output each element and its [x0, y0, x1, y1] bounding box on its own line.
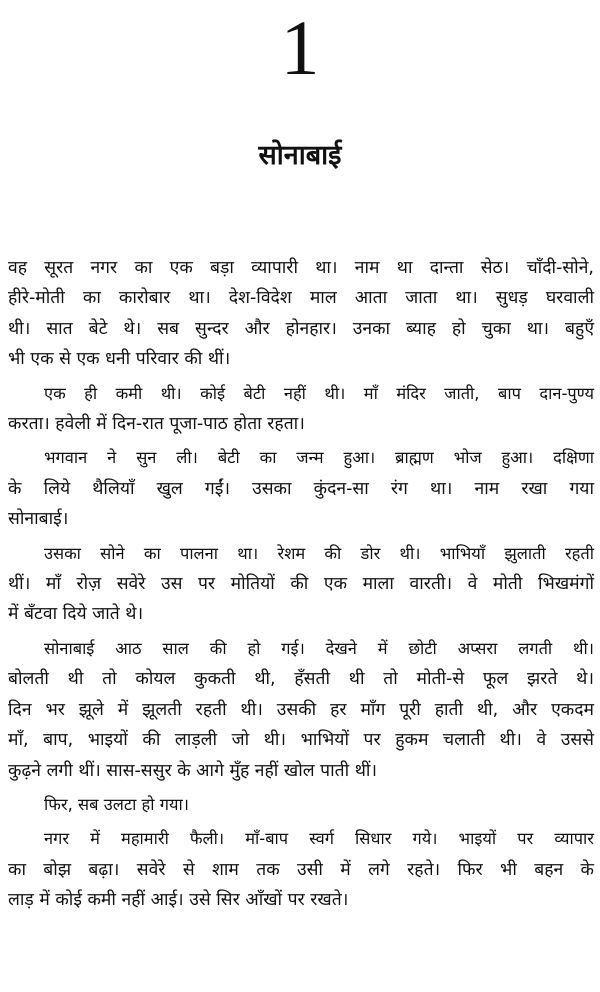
text-line: बोलती थी तो कोयल कुकती थी, हँसती थी तो मोती-से फूल झरते थे।	[8, 669, 594, 690]
text-line: हीरे-मोती का कारोबार था। देश-विदेश माल आता जाता था। सुधड़ घरवाली	[8, 288, 594, 309]
text-line: थी। सात बेटे थे। सब सुन्दर और होनहार। उनका ब्याह हो चुका था। बहुएँ	[8, 318, 594, 339]
text-line: में बँटवा दिये जाते थे।	[8, 604, 144, 625]
text-line: एक ही कमी थी। कोई बेटी नहीं थी। माँ मंदिर जाती, बाप दान-पुण्य	[44, 383, 594, 403]
text-line: दिन भर झूले में झूलती रहती थी। उसकी हर माँग पूरी हाती थी, और एकदम	[8, 699, 594, 720]
text-line: वह सूरत नगर का एक बड़ा व्यापारी था। नाम था दान्ता सेठ। चाँदी-सोने,	[8, 258, 594, 278]
paragraph	[8, 253, 594, 375]
text-line: उसका सोने का पालना था। रेशम की डोर थी। भाभियाँ झुलाती रहती	[44, 543, 594, 563]
text-line: थीं। माँ रोज़ सवेरे उस पर मोतियों की एक माला वारती। वे मोती भिखमंगों	[8, 574, 594, 595]
paragraph	[8, 379, 594, 440]
text-line: माँ, बाप, भाइयों की लाड़ली जो थी। भाभियों पर हुकम चलाती थी। वे उससे	[8, 730, 594, 751]
text-line: का बोझ बढ़ा। सवेरे से शाम तक उसी में लगे रहते। फिर भी बहन के	[8, 859, 594, 880]
text-line: नगर में महामारी फैली। माँ-बाप स्वर्ग सिधार गये। भाइयों पर व्यापार	[44, 829, 594, 849]
chapter-number: 1	[280, 4, 320, 91]
paragraph	[8, 790, 594, 820]
text-line: के लिये थैलियाँ खुल गईं। उसका कुंदन-सा रंग था। नाम रखा गया	[8, 478, 594, 499]
text-line: भी एक से एक धनी परिवार की थीं।	[8, 349, 231, 370]
text-line: फिर, सब उलटा हो गया।	[44, 794, 189, 814]
text-line: लाड़ में कोई कमी नहीं आई। उसे सिर आँखों पर रखते।	[8, 890, 349, 911]
text-line: कुढ़ने लगी थीं। सास-ससुर के आगे मुँह नहीं खोल पाती थीं।	[8, 760, 378, 781]
chapter-title: सोनाबाई	[258, 140, 342, 171]
text-line: भगवान ने सुन ली। बेटी का जन्म हुआ। ब्राह्मण भोज हुआ। दक्षिणा	[44, 448, 594, 468]
paragraph	[8, 824, 594, 915]
paragraph	[8, 539, 594, 630]
paragraph	[8, 634, 594, 786]
text-line: सोनाबाई आठ साल की हो गई। देखने में छोटी अप्सरा लगती थी।	[44, 638, 594, 658]
text-line: करता। हवेली में दिन-रात पूजा-पाठ होता रहता।	[8, 414, 305, 435]
text-line: सोनाबाई।	[8, 509, 69, 530]
paragraph	[8, 443, 594, 534]
chapter-body	[8, 253, 594, 920]
